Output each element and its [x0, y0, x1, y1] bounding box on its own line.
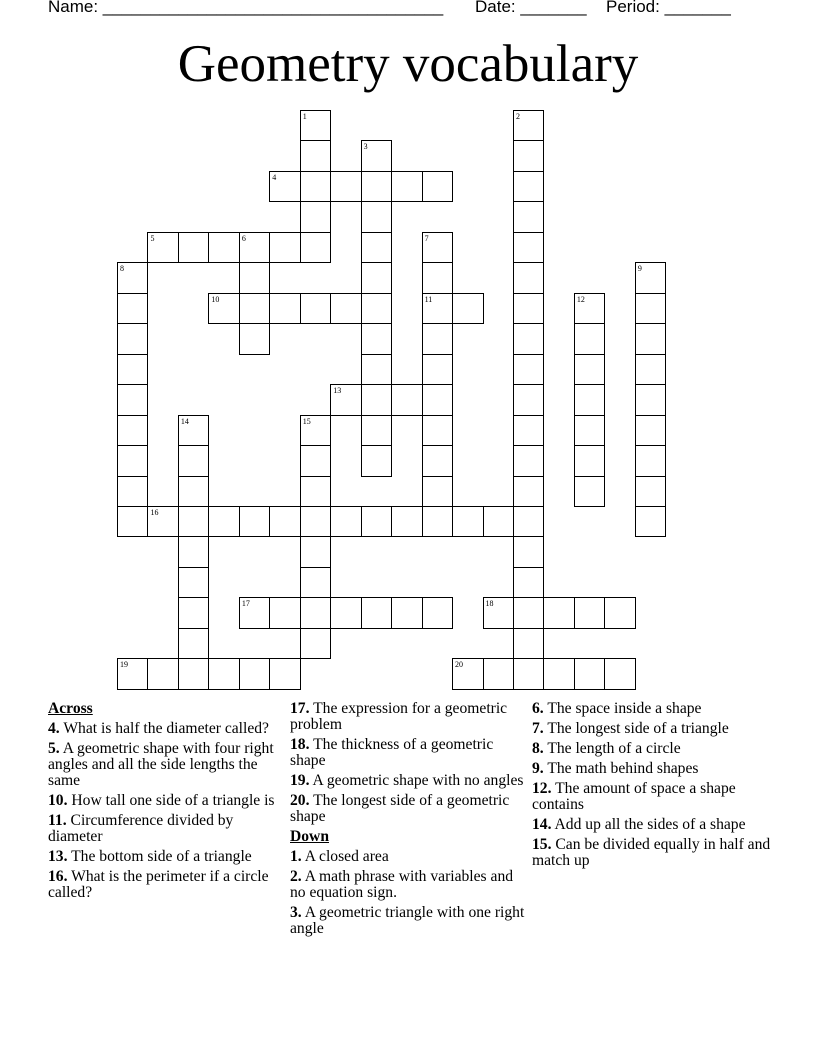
grid-cell[interactable] — [422, 415, 453, 446]
clues-column-1 — [48, 701, 288, 905]
grid-cell[interactable] — [239, 262, 270, 293]
grid-cell[interactable] — [300, 536, 331, 567]
grid-cell[interactable] — [178, 232, 209, 263]
grid-cell[interactable] — [604, 597, 635, 628]
grid-cell[interactable] — [635, 415, 666, 446]
clue-across-11: 11. Circumference divided by diameter — [48, 812, 234, 845]
grid-cell[interactable] — [300, 201, 331, 232]
grid-cell[interactable] — [147, 232, 178, 263]
grid-cell[interactable] — [513, 506, 544, 537]
clue-number: 14 — [180, 416, 189, 426]
grid-cell[interactable] — [300, 415, 331, 446]
clue-down-7: 7. The longest side of a triangle — [532, 720, 729, 737]
grid-cell[interactable] — [574, 384, 605, 415]
grid-cell[interactable] — [361, 140, 392, 171]
grid-cell[interactable] — [635, 445, 666, 476]
grid-cell[interactable] — [330, 597, 361, 628]
grid-cell[interactable] — [391, 171, 422, 202]
down-heading: Down — [290, 828, 329, 845]
grid-cell[interactable] — [361, 232, 392, 263]
grid-cell[interactable] — [300, 445, 331, 476]
clue-across-16: 16. What is the perimeter if a circle called? — [48, 868, 269, 901]
date-field[interactable]: Date: _______ — [475, 0, 587, 16]
grid-cell[interactable] — [239, 232, 270, 263]
grid-cell[interactable] — [422, 323, 453, 354]
grid-cell[interactable] — [513, 201, 544, 232]
grid-cell[interactable] — [635, 506, 666, 537]
clue-number: 5 — [150, 233, 155, 243]
clue-down-12: 12. The amount of space a shape contains — [532, 780, 736, 813]
grid-cell[interactable] — [178, 415, 209, 446]
grid-cell[interactable] — [208, 658, 239, 689]
grid-cell[interactable] — [361, 293, 392, 324]
grid-cell[interactable] — [574, 597, 605, 628]
clue-across-20: 20. The longest side of a geometric shape — [290, 792, 510, 825]
period-field[interactable]: Period: _______ — [606, 0, 731, 16]
grid-cell[interactable] — [574, 323, 605, 354]
grid-cell[interactable] — [300, 110, 331, 141]
clue-number: 15 — [302, 416, 311, 426]
clue-number: 9 — [637, 264, 642, 274]
grid-cell[interactable] — [422, 354, 453, 385]
grid-cell[interactable] — [300, 476, 331, 507]
grid-cell[interactable] — [635, 262, 666, 293]
grid-cell[interactable] — [513, 628, 544, 659]
clue-across-10: 10. How tall one side of a triangle is — [48, 792, 275, 809]
grid-cell[interactable] — [391, 384, 422, 415]
clues-column-2 — [290, 701, 530, 941]
grid-cell[interactable] — [422, 445, 453, 476]
grid-cell[interactable] — [513, 597, 544, 628]
clues-column-3 — [532, 701, 772, 873]
grid-cell[interactable] — [300, 567, 331, 598]
grid-cell[interactable] — [574, 293, 605, 324]
grid-cell[interactable] — [422, 506, 453, 537]
clue-down-9: 9. The math behind shapes — [532, 760, 699, 777]
grid-cell[interactable] — [513, 658, 544, 689]
grid-cell[interactable] — [147, 506, 178, 537]
grid-cell[interactable] — [117, 262, 148, 293]
grid-cell[interactable] — [361, 445, 392, 476]
grid-cell[interactable] — [117, 293, 148, 324]
clue-down-3: 3. A geometric triangle with one right angle — [290, 904, 525, 937]
grid-cell[interactable] — [178, 628, 209, 659]
grid-cell[interactable] — [422, 171, 453, 202]
grid-cell[interactable] — [300, 506, 331, 537]
grid-cell[interactable] — [513, 567, 544, 598]
grid-cell[interactable] — [361, 384, 392, 415]
grid-cell[interactable] — [269, 232, 300, 263]
grid-cell[interactable] — [422, 232, 453, 263]
grid-cell[interactable] — [117, 323, 148, 354]
grid-cell[interactable] — [513, 476, 544, 507]
grid-cell[interactable] — [452, 658, 483, 689]
grid-cell[interactable] — [208, 293, 239, 324]
clue-across-18: 18. The thickness of a geometric shape — [290, 736, 494, 769]
grid-cell[interactable] — [422, 262, 453, 293]
grid-cell[interactable] — [178, 536, 209, 567]
grid-cell[interactable] — [604, 658, 635, 689]
grid-cell[interactable] — [178, 506, 209, 537]
grid-cell[interactable] — [269, 506, 300, 537]
clue-number: 13 — [333, 386, 342, 396]
grid-cell[interactable] — [269, 293, 300, 324]
grid-cell[interactable] — [635, 384, 666, 415]
grid-cell[interactable] — [635, 476, 666, 507]
grid-cell[interactable] — [513, 171, 544, 202]
clue-number: 16 — [150, 507, 159, 517]
clue-down-15: 15. Can be divided equally in half and match up — [532, 836, 771, 869]
clue-number: 11 — [424, 294, 433, 304]
grid-cell[interactable] — [513, 384, 544, 415]
grid-cell[interactable] — [361, 262, 392, 293]
grid-cell[interactable] — [513, 140, 544, 171]
clue-number: 17 — [241, 599, 250, 609]
grid-cell[interactable] — [117, 415, 148, 446]
grid-cell[interactable] — [483, 506, 514, 537]
grid-cell[interactable] — [300, 171, 331, 202]
grid-cell[interactable] — [513, 293, 544, 324]
grid-cell[interactable] — [239, 597, 270, 628]
grid-cell[interactable] — [422, 597, 453, 628]
clue-number: 18 — [485, 599, 494, 609]
grid-cell[interactable] — [574, 354, 605, 385]
grid-cell[interactable] — [361, 354, 392, 385]
grid-cell[interactable] — [330, 171, 361, 202]
grid-cell[interactable] — [361, 201, 392, 232]
grid-cell[interactable] — [178, 567, 209, 598]
clue-across-13: 13. The bottom side of a triangle — [48, 848, 252, 865]
grid-cell[interactable] — [513, 323, 544, 354]
grid-cell[interactable] — [513, 262, 544, 293]
grid-cell[interactable] — [513, 536, 544, 567]
grid-cell[interactable] — [178, 476, 209, 507]
grid-cell[interactable] — [269, 658, 300, 689]
grid-cell[interactable] — [574, 415, 605, 446]
grid-cell[interactable] — [147, 658, 178, 689]
grid-cell[interactable] — [635, 354, 666, 385]
clue-number: 8 — [120, 264, 124, 274]
grid-cell[interactable] — [422, 384, 453, 415]
grid-cell[interactable] — [361, 415, 392, 446]
grid-cell[interactable] — [178, 658, 209, 689]
clue-down-2: 2. A math phrase with variables and no equation sign. — [290, 868, 514, 901]
grid-cell[interactable] — [239, 506, 270, 537]
grid-cell[interactable] — [391, 597, 422, 628]
grid-cell[interactable] — [361, 597, 392, 628]
clue-across-4: 4. What is half the diameter called? — [48, 720, 269, 737]
grid-cell[interactable] — [635, 323, 666, 354]
grid-cell[interactable] — [239, 323, 270, 354]
grid-cell[interactable] — [483, 658, 514, 689]
grid-cell[interactable] — [543, 658, 574, 689]
grid-cell[interactable] — [117, 354, 148, 385]
grid-cell[interactable] — [513, 110, 544, 141]
clue-down-1: 1. A closed area — [290, 848, 389, 865]
grid-cell[interactable] — [208, 232, 239, 263]
grid-cell[interactable] — [513, 232, 544, 263]
grid-cell[interactable] — [117, 658, 148, 689]
grid-cell[interactable] — [361, 171, 392, 202]
grid-cell[interactable] — [239, 658, 270, 689]
grid-cell[interactable] — [574, 445, 605, 476]
grid-cell[interactable] — [300, 140, 331, 171]
grid-cell[interactable] — [117, 476, 148, 507]
grid-cell[interactable] — [513, 415, 544, 446]
clue-across-19: 19. A geometric shape with no angles — [290, 772, 524, 789]
name-field[interactable]: Name: ____________________________________ — [48, 0, 444, 16]
grid-cell[interactable] — [330, 506, 361, 537]
grid-cell[interactable] — [300, 232, 331, 263]
grid-cell[interactable] — [361, 506, 392, 537]
grid-cell[interactable] — [635, 293, 666, 324]
grid-cell[interactable] — [178, 597, 209, 628]
grid-cell[interactable] — [117, 506, 148, 537]
grid-cell[interactable] — [269, 171, 300, 202]
grid-cell[interactable] — [117, 384, 148, 415]
clue-number: 12 — [576, 294, 585, 304]
grid-cell[interactable] — [208, 506, 239, 537]
grid-cell[interactable] — [574, 658, 605, 689]
grid-cell[interactable] — [300, 597, 331, 628]
clue-number: 20 — [455, 660, 464, 670]
grid-cell[interactable] — [513, 354, 544, 385]
grid-cell[interactable] — [422, 293, 453, 324]
clue-across-17: 17. The expression for a geometric problem — [290, 700, 508, 733]
grid-cell[interactable] — [543, 597, 574, 628]
clue-down-8: 8. The length of a circle — [532, 740, 681, 757]
clue-number: 4 — [272, 172, 277, 182]
clue-number: 19 — [120, 660, 128, 670]
page-title: Geometry vocabulary — [177, 35, 639, 93]
grid-cell[interactable] — [483, 597, 514, 628]
grid-cell[interactable] — [117, 445, 148, 476]
grid-cell[interactable] — [391, 506, 422, 537]
grid-cell[interactable] — [513, 445, 544, 476]
grid-cell[interactable] — [300, 628, 331, 659]
grid-cell[interactable] — [452, 293, 483, 324]
clue-down-14: 14. Add up all the sides of a shape — [532, 816, 746, 833]
clue-number: 3 — [363, 142, 368, 152]
clue-number: 10 — [211, 294, 220, 304]
grid-cell[interactable] — [330, 384, 361, 415]
clue-number: 6 — [241, 233, 246, 243]
grid-cell[interactable] — [269, 597, 300, 628]
clue-across-5: 5. A geometric shape with four right angles and all the side lengths the same — [48, 740, 274, 789]
grid-cell[interactable] — [330, 293, 361, 324]
grid-cell[interactable] — [300, 293, 331, 324]
clue-number: 2 — [515, 112, 520, 121]
across-heading: Across — [48, 700, 93, 717]
clue-number: 1 — [302, 112, 307, 121]
clue-down-6: 6. The space inside a shape — [532, 700, 702, 717]
grid-cell[interactable] — [361, 323, 392, 354]
grid-cell[interactable] — [452, 506, 483, 537]
grid-cell[interactable] — [574, 476, 605, 507]
clue-number: 7 — [424, 233, 429, 243]
grid-cell[interactable] — [239, 293, 270, 324]
grid-cell[interactable] — [178, 445, 209, 476]
grid-cell[interactable] — [422, 476, 453, 507]
